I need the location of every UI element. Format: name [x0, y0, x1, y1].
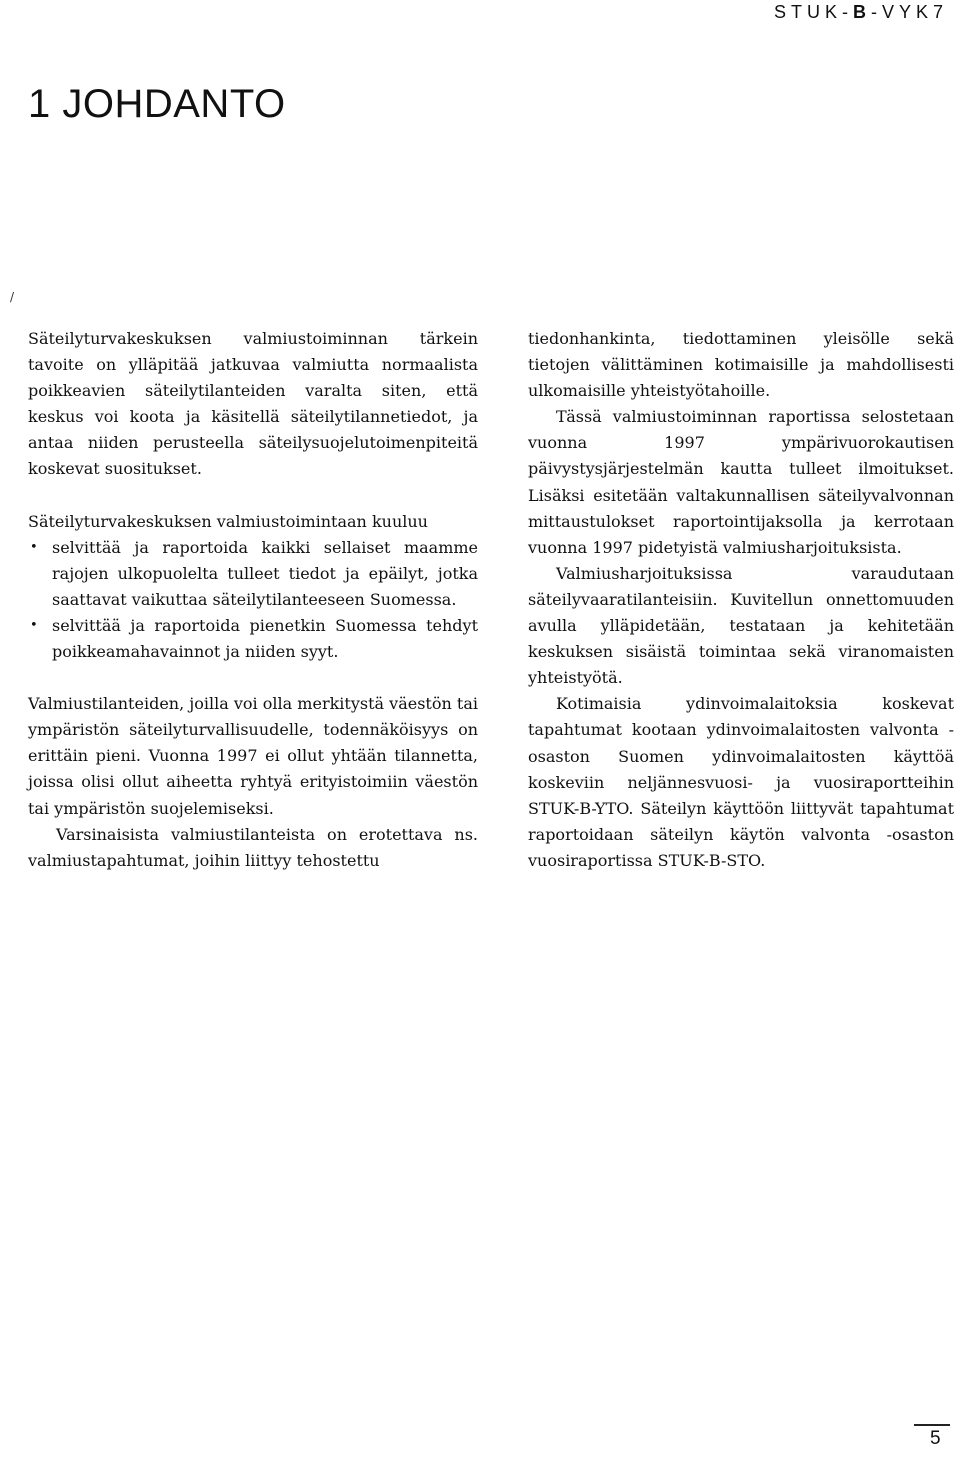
- bullet-icon: •: [30, 617, 38, 633]
- running-header: [774, 2, 948, 23]
- list-item-text: selvittää ja raportoida pienetkin Suomessa tehdyt poikkeamahavainnot ja niiden syyt.: [52, 615, 478, 662]
- right-paragraph-1: tiedonhankinta, tiedottaminen yleisölle sekä tietojen välittäminen kotimaisille ja mahdollisesti ulkomaisille yhteistyötahoille.: [528, 329, 954, 401]
- left-column: [28, 326, 478, 874]
- header-prefix: STUK-: [773, 2, 853, 22]
- right-paragraph-2: Tässä valmiustoiminnan raportissa selostetaan vuonna 1997 ympärivuorokautisen päivystysjärjestelmän kautta tulleet ilmoitukset. Lisäksi esitetään valtakunnallisen säteilyvalvonnan mittaustulokset raportointijaksolla ja kerrotaan vuonna 1997 pidetyistä valmiusharjoituksista.: [528, 407, 954, 557]
- left-paragraph-4: Varsinaisista valmiustilanteista on erotettava ns. valmiustapahtumat, joihin liittyy tehostettu: [28, 824, 478, 870]
- stray-mark: /: [10, 290, 15, 304]
- chapter-title: 1 JOHDANTO: [28, 82, 286, 126]
- list-item: [28, 535, 478, 613]
- right-paragraph-3: Valmiusharjoituksissa varaudutaan säteilyvaaratilanteisiin. Kuvitellun onnettomuuden avulla ylläpidetään, testataan ja kehitetään keskuksen sisäistä toimintaa sekä viranomaisten yhteistyötä.: [528, 563, 954, 688]
- list-item: [28, 613, 478, 665]
- header-series-letter: B: [852, 2, 871, 22]
- bullet-icon: •: [30, 539, 38, 555]
- left-paragraph-3: Valmiustilanteiden, joilla voi olla merkitystä väestön tai ympäristön säteilyturvallisuudelle, todennäköisyys on erittäin pieni. Vuonna 1997 ei ollut yhtään tilannetta, joissa olisi ollut aiheetta ryhtyä erityistoimiin väestön tai ympäristön suojelemiseksi.: [28, 694, 478, 818]
- right-paragraph-4: Kotimaisia ydinvoimalaitoksia koskevat tapahtumat kootaan ydinvoimalaitosten valvonta -osaston Suomen ydinvoimalaitosten käyttöä koskeviin neljännesvuosi- ja vuosiraportteihin STUK-B-YTO. Säteilyn käyttöön liittyvät tapahtumat raportoidaan säteilyn käytön valvonta -osaston vuosiraportissa STUK-B-STO.: [528, 694, 954, 870]
- page-number-rule: [914, 1424, 950, 1426]
- header-suffix: -VYK7: [870, 2, 948, 22]
- list-item-text: selvittää ja raportoida kaikki sellaiset maamme rajojen ulkopuolelta tulleet tiedot ja epäilyt, jotka saattavat vaikuttaa säteilytilanteeseen Suomessa.: [52, 537, 478, 609]
- left-paragraph-1: Säteilyturvakeskuksen valmiustoiminnan tärkein tavoite on ylläpitää jatkuvaa valmiutta normaalista poikkeavien säteilytilanteiden varalta siten, että keskus voi koota ja käsitellä säteilytilannetiedot, ja antaa niiden perusteella säteilysuojelutoimenpiteitä koskevat suositukset.: [28, 329, 478, 479]
- page-number: 5: [930, 1428, 941, 1449]
- bullet-list: [28, 535, 478, 665]
- left-paragraph-2-intro: Säteilyturvakeskuksen valmiustoimintaan kuuluu: [28, 511, 428, 531]
- right-column: [528, 326, 954, 874]
